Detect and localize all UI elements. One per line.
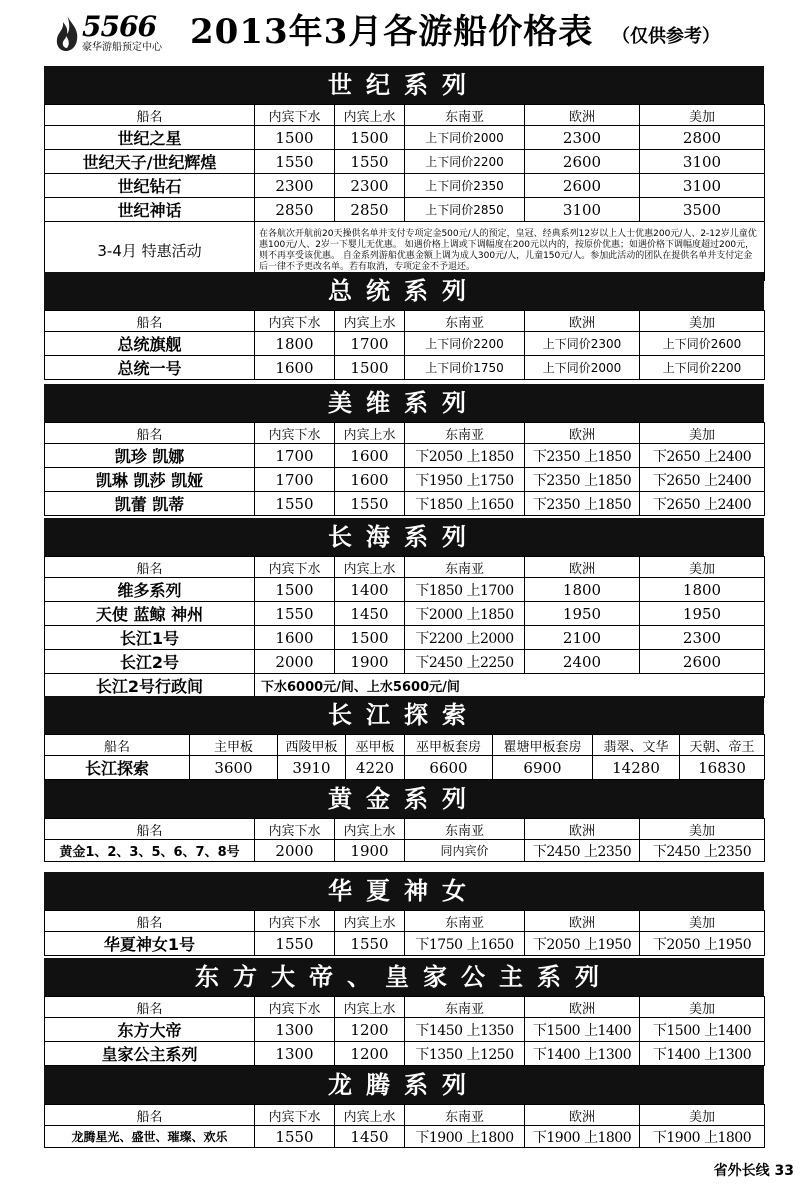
column-header: 欧洲 — [525, 819, 640, 840]
price-table — [44, 556, 765, 698]
column-header: 内宾下水 — [255, 423, 335, 444]
price-cell: 1500 — [335, 126, 405, 150]
price-cell: 下2200 上2000 — [405, 626, 525, 650]
price-cell: 上下同价1750 — [405, 356, 525, 380]
price-cell: 上下同价2300 — [525, 332, 640, 356]
column-header: 巫甲板套房 — [405, 735, 493, 756]
price-cell: 上下同价2200 — [405, 150, 525, 174]
table-row — [45, 626, 765, 650]
price-cell: 1500 — [255, 578, 335, 602]
column-header: 欧洲 — [525, 1105, 640, 1126]
section-meiwei — [44, 384, 764, 516]
price-cell: 下2350 上1850 — [525, 492, 640, 516]
price-cell: 2850 — [335, 198, 405, 222]
column-header: 船名 — [45, 423, 255, 444]
section-longteng — [44, 1066, 764, 1148]
ship-name: 凯蕾 凯蒂 — [45, 492, 255, 516]
price-cell: 2300 — [255, 174, 335, 198]
column-header: 内宾下水 — [255, 105, 335, 126]
price-cell: 1500 — [335, 356, 405, 380]
price-cell: 下1450 上1350 — [405, 1018, 525, 1042]
price-cell: 下2450 上2250 — [405, 650, 525, 674]
column-header: 美加 — [640, 557, 765, 578]
column-header: 美加 — [640, 311, 765, 332]
price-cell: 4220 — [346, 756, 405, 780]
ship-name: 总统一号 — [45, 356, 255, 380]
ship-name: 世纪天子/世纪辉煌 — [45, 150, 255, 174]
price-cell: 下1400 上1300 — [525, 1042, 640, 1066]
price-cell: 2400 — [525, 650, 640, 674]
column-header: 东南亚 — [405, 311, 525, 332]
section-title: 总统系列 — [44, 272, 764, 310]
section-changhai — [44, 518, 764, 698]
column-header: 内宾下水 — [255, 1105, 335, 1126]
price-cell: 2300 — [525, 126, 640, 150]
column-header: 东南亚 — [405, 557, 525, 578]
price-table — [44, 734, 765, 780]
price-cell: 1550 — [255, 602, 335, 626]
price-cell: 下1850 上1650 — [405, 492, 525, 516]
table-row — [45, 198, 765, 222]
price-cell: 1600 — [335, 444, 405, 468]
section-title: 长江探索 — [44, 696, 764, 734]
section-dongfang-huangjia — [44, 958, 764, 1066]
section-huaxia-shennv — [44, 872, 764, 956]
column-header: 美加 — [640, 1105, 765, 1126]
logo-subtitle: 豪华游船预定中心 — [82, 42, 162, 53]
table-row — [45, 602, 765, 626]
price-cell: 1550 — [255, 932, 335, 956]
price-cell: 1550 — [335, 150, 405, 174]
price-cell: 1800 — [255, 332, 335, 356]
price-cell: 上下同价2000 — [525, 356, 640, 380]
column-header: 欧洲 — [525, 997, 640, 1018]
column-header: 东南亚 — [405, 1105, 525, 1126]
column-header: 船名 — [45, 735, 190, 756]
price-cell: 1200 — [335, 1018, 405, 1042]
page-header — [0, 0, 800, 66]
table-row — [45, 578, 765, 602]
column-header: 美加 — [640, 997, 765, 1018]
page-title: 2013年3月各游船价格表 — [190, 12, 594, 52]
price-cell: 6600 — [405, 756, 493, 780]
price-cell: 3100 — [525, 198, 640, 222]
price-cell: 2000 — [255, 650, 335, 674]
column-header: 东南亚 — [405, 105, 525, 126]
column-header: 船名 — [45, 311, 255, 332]
table-row — [45, 150, 765, 174]
price-cell: 2850 — [255, 198, 335, 222]
price-cell: 16830 — [680, 756, 765, 780]
price-cell: 2100 — [525, 626, 640, 650]
price-cell: 下2650 上2400 — [640, 444, 765, 468]
promo-text: 在各航次开航前20天操供名单并支付专项定金500元/人的预定，皇冠、经典系列12岁以上人士优惠200元/人、2-12岁儿童优惠100元/人、2岁一下婴儿无优惠。 如遇价格上调或下调幅度在200元以内的，按原价优惠；如遇价格下调幅度超过200元，则不再享受该优惠。 自金系列游船优惠金额上调为成人300元/人，儿童150元/人。参加此活动的团队在提供名单并支付定金后一律不予更改名单。若有取消，专项定金不予退还。 — [255, 222, 765, 281]
price-cell: 6900 — [493, 756, 593, 780]
column-header: 内宾下水 — [255, 557, 335, 578]
column-header: 瞿塘甲板套房 — [493, 735, 593, 756]
column-header: 内宾上水 — [335, 557, 405, 578]
price-table — [44, 310, 765, 380]
table-row — [45, 674, 765, 698]
price-cell: 2300 — [640, 626, 765, 650]
column-header: 船名 — [45, 1105, 255, 1126]
price-cell: 1550 — [255, 492, 335, 516]
column-header: 美加 — [640, 105, 765, 126]
ship-name: 凯珍 凯娜 — [45, 444, 255, 468]
table-row — [45, 1042, 765, 1066]
table-header-row — [45, 1105, 765, 1126]
page-footer: 省外长线 33 — [713, 1163, 794, 1179]
ship-name: 总统旗舰 — [45, 332, 255, 356]
table-row — [45, 492, 765, 516]
promo-label: 3-4月 特惠活动 — [45, 222, 255, 281]
column-header: 内宾上水 — [335, 423, 405, 444]
ship-name: 长江探索 — [45, 756, 190, 780]
column-header: 西陵甲板 — [278, 735, 346, 756]
section-title: 华夏神女 — [44, 872, 764, 910]
price-cell: 2000 — [255, 840, 335, 862]
price-cell: 1200 — [335, 1042, 405, 1066]
column-header: 美加 — [640, 819, 765, 840]
table-header-row — [45, 105, 765, 126]
ship-name: 天使 蓝鲸 神州 — [45, 602, 255, 626]
column-header: 主甲板 — [190, 735, 278, 756]
price-cell: 下1950 上1750 — [405, 468, 525, 492]
price-cell: 1800 — [525, 578, 640, 602]
table-header-row — [45, 819, 765, 840]
price-cell: 下1850 上1700 — [405, 578, 525, 602]
price-cell: 1300 — [255, 1018, 335, 1042]
table-row — [45, 444, 765, 468]
price-board — [44, 66, 764, 1162]
column-header: 欧洲 — [525, 105, 640, 126]
price-cell: 3600 — [190, 756, 278, 780]
price-cell: 1600 — [255, 356, 335, 380]
table-header-row — [45, 997, 765, 1018]
column-header: 东南亚 — [405, 423, 525, 444]
column-header: 船名 — [45, 997, 255, 1018]
special-price-text: 下水6000元/间、上水5600元/间 — [255, 674, 765, 698]
column-header: 东南亚 — [405, 997, 525, 1018]
column-header: 美加 — [640, 423, 765, 444]
column-header: 内宾下水 — [255, 911, 335, 932]
column-header: 内宾下水 — [255, 997, 335, 1018]
section-title: 东方大帝、皇家公主系列 — [44, 958, 764, 996]
price-cell: 下1900 上1800 — [525, 1126, 640, 1148]
ship-name: 维多系列 — [45, 578, 255, 602]
price-table — [44, 104, 765, 281]
price-cell: 上下同价2000 — [405, 126, 525, 150]
price-cell: 1600 — [335, 468, 405, 492]
price-cell: 1600 — [255, 626, 335, 650]
price-cell: 1950 — [640, 602, 765, 626]
table-row — [45, 174, 765, 198]
table-header-row — [45, 311, 765, 332]
ship-name: 皇家公主系列 — [45, 1042, 255, 1066]
table-header-row — [45, 911, 765, 932]
price-cell: 下2650 上2400 — [640, 492, 765, 516]
section-title: 长海系列 — [44, 518, 764, 556]
logo-number: 5566 — [82, 10, 156, 43]
column-header: 巫甲板 — [346, 735, 405, 756]
price-cell: 1500 — [255, 126, 335, 150]
price-cell: 上下同价2350 — [405, 174, 525, 198]
column-header: 船名 — [45, 819, 255, 840]
price-cell: 1900 — [335, 650, 405, 674]
price-cell: 1450 — [335, 602, 405, 626]
price-cell: 14280 — [593, 756, 680, 780]
column-header: 船名 — [45, 911, 255, 932]
ship-name: 世纪神话 — [45, 198, 255, 222]
column-header: 欧洲 — [525, 911, 640, 932]
price-cell: 3100 — [640, 150, 765, 174]
column-header: 内宾下水 — [255, 311, 335, 332]
price-table — [44, 996, 765, 1066]
column-header: 内宾上水 — [335, 105, 405, 126]
price-cell: 下2050 上1950 — [640, 932, 765, 956]
price-cell: 2600 — [525, 174, 640, 198]
table-row — [45, 840, 765, 862]
price-cell: 3500 — [640, 198, 765, 222]
price-cell: 下2050 上1850 — [405, 444, 525, 468]
price-cell: 1400 — [335, 578, 405, 602]
brand-logo — [48, 8, 188, 60]
table-header-row — [45, 557, 765, 578]
table-row — [45, 932, 765, 956]
price-cell: 1700 — [255, 444, 335, 468]
price-cell: 下2450 上2350 — [640, 840, 765, 862]
ship-name: 世纪之星 — [45, 126, 255, 150]
section-shiji — [44, 66, 764, 281]
ship-name: 龙腾星光、盛世、璀璨、欢乐 — [45, 1126, 255, 1148]
table-row — [45, 126, 765, 150]
table-row — [45, 1018, 765, 1042]
column-header: 欧洲 — [525, 311, 640, 332]
price-cell: 1500 — [335, 626, 405, 650]
price-table — [44, 818, 765, 862]
section-zongtong — [44, 272, 764, 380]
price-cell: 上下同价2200 — [640, 356, 765, 380]
price-cell: 下2350 上1850 — [525, 468, 640, 492]
price-cell: 上下同价2200 — [405, 332, 525, 356]
price-table — [44, 1104, 765, 1148]
section-title: 黄金系列 — [44, 780, 764, 818]
price-cell: 下2650 上2400 — [640, 468, 765, 492]
ship-name: 华夏神女1号 — [45, 932, 255, 956]
ship-name: 凯琳 凯莎 凯娅 — [45, 468, 255, 492]
price-cell: 1900 — [335, 840, 405, 862]
price-cell: 1550 — [335, 492, 405, 516]
table-header-row — [45, 423, 765, 444]
ship-name: 东方大帝 — [45, 1018, 255, 1042]
price-cell: 下1750 上1650 — [405, 932, 525, 956]
price-cell: 上下同价2600 — [640, 332, 765, 356]
price-cell: 1700 — [255, 468, 335, 492]
section-title: 美维系列 — [44, 384, 764, 422]
price-cell: 下2000 上1850 — [405, 602, 525, 626]
price-cell: 下1900 上1800 — [640, 1126, 765, 1148]
ship-name: 长江1号 — [45, 626, 255, 650]
price-cell: 下2450 上2350 — [525, 840, 640, 862]
flame-icon — [54, 14, 80, 52]
price-cell: 3100 — [640, 174, 765, 198]
price-cell: 2600 — [525, 150, 640, 174]
column-header: 内宾上水 — [335, 1105, 405, 1126]
price-cell: 下1350 上1250 — [405, 1042, 525, 1066]
column-header: 美加 — [640, 911, 765, 932]
section-title: 世纪系列 — [44, 66, 764, 104]
column-header: 欧洲 — [525, 423, 640, 444]
price-cell: 上下同价2850 — [405, 198, 525, 222]
price-cell: 2600 — [640, 650, 765, 674]
column-header: 天朝、帝王 — [680, 735, 765, 756]
ship-name: 世纪钻石 — [45, 174, 255, 198]
column-header: 内宾上水 — [335, 997, 405, 1018]
price-cell: 同内宾价 — [405, 840, 525, 862]
price-cell: 2800 — [640, 126, 765, 150]
column-header: 东南亚 — [405, 911, 525, 932]
price-cell: 1550 — [255, 1126, 335, 1148]
price-cell: 1700 — [335, 332, 405, 356]
column-header: 内宾上水 — [335, 819, 405, 840]
price-cell: 下1900 上1800 — [405, 1126, 525, 1148]
table-row — [45, 356, 765, 380]
column-header: 欧洲 — [525, 557, 640, 578]
price-cell: 下1400 上1300 — [640, 1042, 765, 1066]
table-header-row — [45, 735, 765, 756]
table-row — [45, 468, 765, 492]
column-header: 船名 — [45, 557, 255, 578]
column-header: 内宾上水 — [335, 311, 405, 332]
ship-name: 长江2号 — [45, 650, 255, 674]
ship-name: 黄金1、2、3、5、6、7、8号 — [45, 840, 255, 862]
price-table — [44, 910, 765, 956]
table-row — [45, 332, 765, 356]
section-huangjin — [44, 780, 764, 862]
column-header: 东南亚 — [405, 819, 525, 840]
column-header: 内宾上水 — [335, 911, 405, 932]
price-cell: 下2350 上1850 — [525, 444, 640, 468]
price-cell: 1550 — [255, 150, 335, 174]
price-cell: 1800 — [640, 578, 765, 602]
table-row — [45, 756, 765, 780]
price-table — [44, 422, 765, 516]
price-cell: 3910 — [278, 756, 346, 780]
price-cell: 1450 — [335, 1126, 405, 1148]
section-changjiang-tansuo — [44, 696, 764, 780]
ship-name: 长江2号行政间 — [45, 674, 255, 698]
price-cell: 1550 — [335, 932, 405, 956]
price-cell: 下2050 上1950 — [525, 932, 640, 956]
table-row — [45, 1126, 765, 1148]
column-header: 船名 — [45, 105, 255, 126]
table-row — [45, 650, 765, 674]
section-title: 龙腾系列 — [44, 1066, 764, 1104]
column-header: 内宾下水 — [255, 819, 335, 840]
title-note: （仅供参考） — [612, 26, 720, 47]
price-cell: 1950 — [525, 602, 640, 626]
price-cell: 1300 — [255, 1042, 335, 1066]
column-header: 翡翠、文华 — [593, 735, 680, 756]
price-cell: 下1500 上1400 — [640, 1018, 765, 1042]
price-cell: 下1500 上1400 — [525, 1018, 640, 1042]
price-cell: 2300 — [335, 174, 405, 198]
